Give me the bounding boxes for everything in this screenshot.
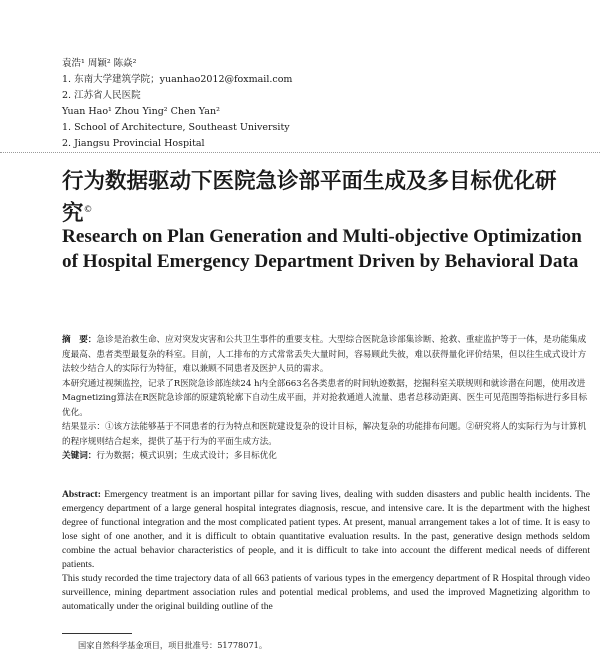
- abstract-cn-para-2: 本研究通过视频监控，记录了R医院急诊部连续24 h内全部663名各类患者的时间轨迹数据，挖掘科室关联规则和就诊潜在问题，使用改进Magnetizing算法在R医院急诊部的原建筑轮廓下自动生成平面，并对抢救通道人流量、患者总移动距离、医生可见范围等指标进行多目标优化。: [62, 378, 588, 418]
- abstract-cn-para-1: [62, 333, 590, 377]
- title-chinese: [62, 168, 572, 228]
- keywords-cn-text: 行为数据；模式识别；生成式设计；多目标优化: [96, 451, 277, 461]
- abstract-cn-para-3: 结果显示：①该方法能够基于不同患者的行为特点和医院建设复杂的设计目标，解决复杂的功能排布问题。②研究将人的实际行为与计算机的程序规则结合起来，提供了基于行为的平面生成方法。: [62, 422, 587, 447]
- abstract-english: [62, 488, 590, 614]
- abstract-cn-label: 摘 要：: [62, 335, 97, 345]
- author-block: [62, 56, 582, 152]
- abstract-en-para-1: [62, 488, 590, 572]
- abstract-en-label: Abstract:: [62, 489, 101, 500]
- footnote: 国家自然科学基金项目，项目批准号：51778071。: [78, 640, 268, 650]
- keywords-cn: [62, 449, 590, 464]
- footnote-rule: [62, 633, 132, 634]
- abstract-chinese: [62, 333, 590, 464]
- affiliation-cn-2: 2. 江苏省人民医院: [62, 90, 141, 101]
- header-divider: [0, 152, 600, 154]
- authors-en: Yuan Hao¹ Zhou Ying² Chen Yan²: [62, 106, 220, 117]
- title-english: Research on Plan Generation and Multi-objective Optimization of Hospital Emergency Department Driven by Behavioral Data: [62, 226, 582, 272]
- abstract-en-text-1: Emergency treatment is an important pillar for saving lives, dealing with sudden disasters and public health incidents. The emergency department of a large general hospital integrates diagnosis, rescue, and intensive care. It is the department with the highest degree of functional integration and the most complicated patient types. At present, manual arrangement takes a lot of time. It is easy to lose sight of one another, and it is difficult to obtain quantitative evaluation results. In the past, generative design methods seldom combine the actual behavior characteristics of people, and it is difficult to take into account the different medical needs of different patients.: [62, 489, 590, 570]
- affiliation-en-1: 1. School of Architecture, Southeast University: [62, 122, 290, 133]
- authors-cn: 袁浩¹ 周颖² 陈焱²: [62, 58, 137, 69]
- abstract-cn-text-1: 急诊是治救生命、应对突发灾害和公共卫生事件的重要支柱。大型综合医院急诊部集诊断、抢救、重症监护等于一体，是功能集成度最高、患者类型最复杂的科室。目前，人工排布的方式常常丢失大量时间，容易顾此失彼，难以获得量化评价结果，但以往生成式设计方法较少结合人的实际行为特征，难以兼顾不同患者及医护人员的需求。: [62, 335, 587, 374]
- affiliation-cn-1: 1. 东南大学建筑学院；yuanhao2012@foxmail.com: [62, 74, 293, 85]
- title-cn-text: 行为数据驱动下医院急诊部平面生成及多目标优化研究: [62, 169, 557, 227]
- keywords-cn-label: 关键词：: [62, 451, 97, 461]
- abstract-en-para-2: This study recorded the time trajectory data of all 663 patients of various types in the emergency department of R Hospital through video surveillence, mining department association rules and potential medical problems, and used the improved Magnetizing algorithm to automatically under the original building outline of the: [62, 573, 590, 612]
- affiliation-en-2: 2. Jiangsu Provincial Hospital: [62, 138, 205, 149]
- title-footnote-mark: ©: [83, 205, 93, 215]
